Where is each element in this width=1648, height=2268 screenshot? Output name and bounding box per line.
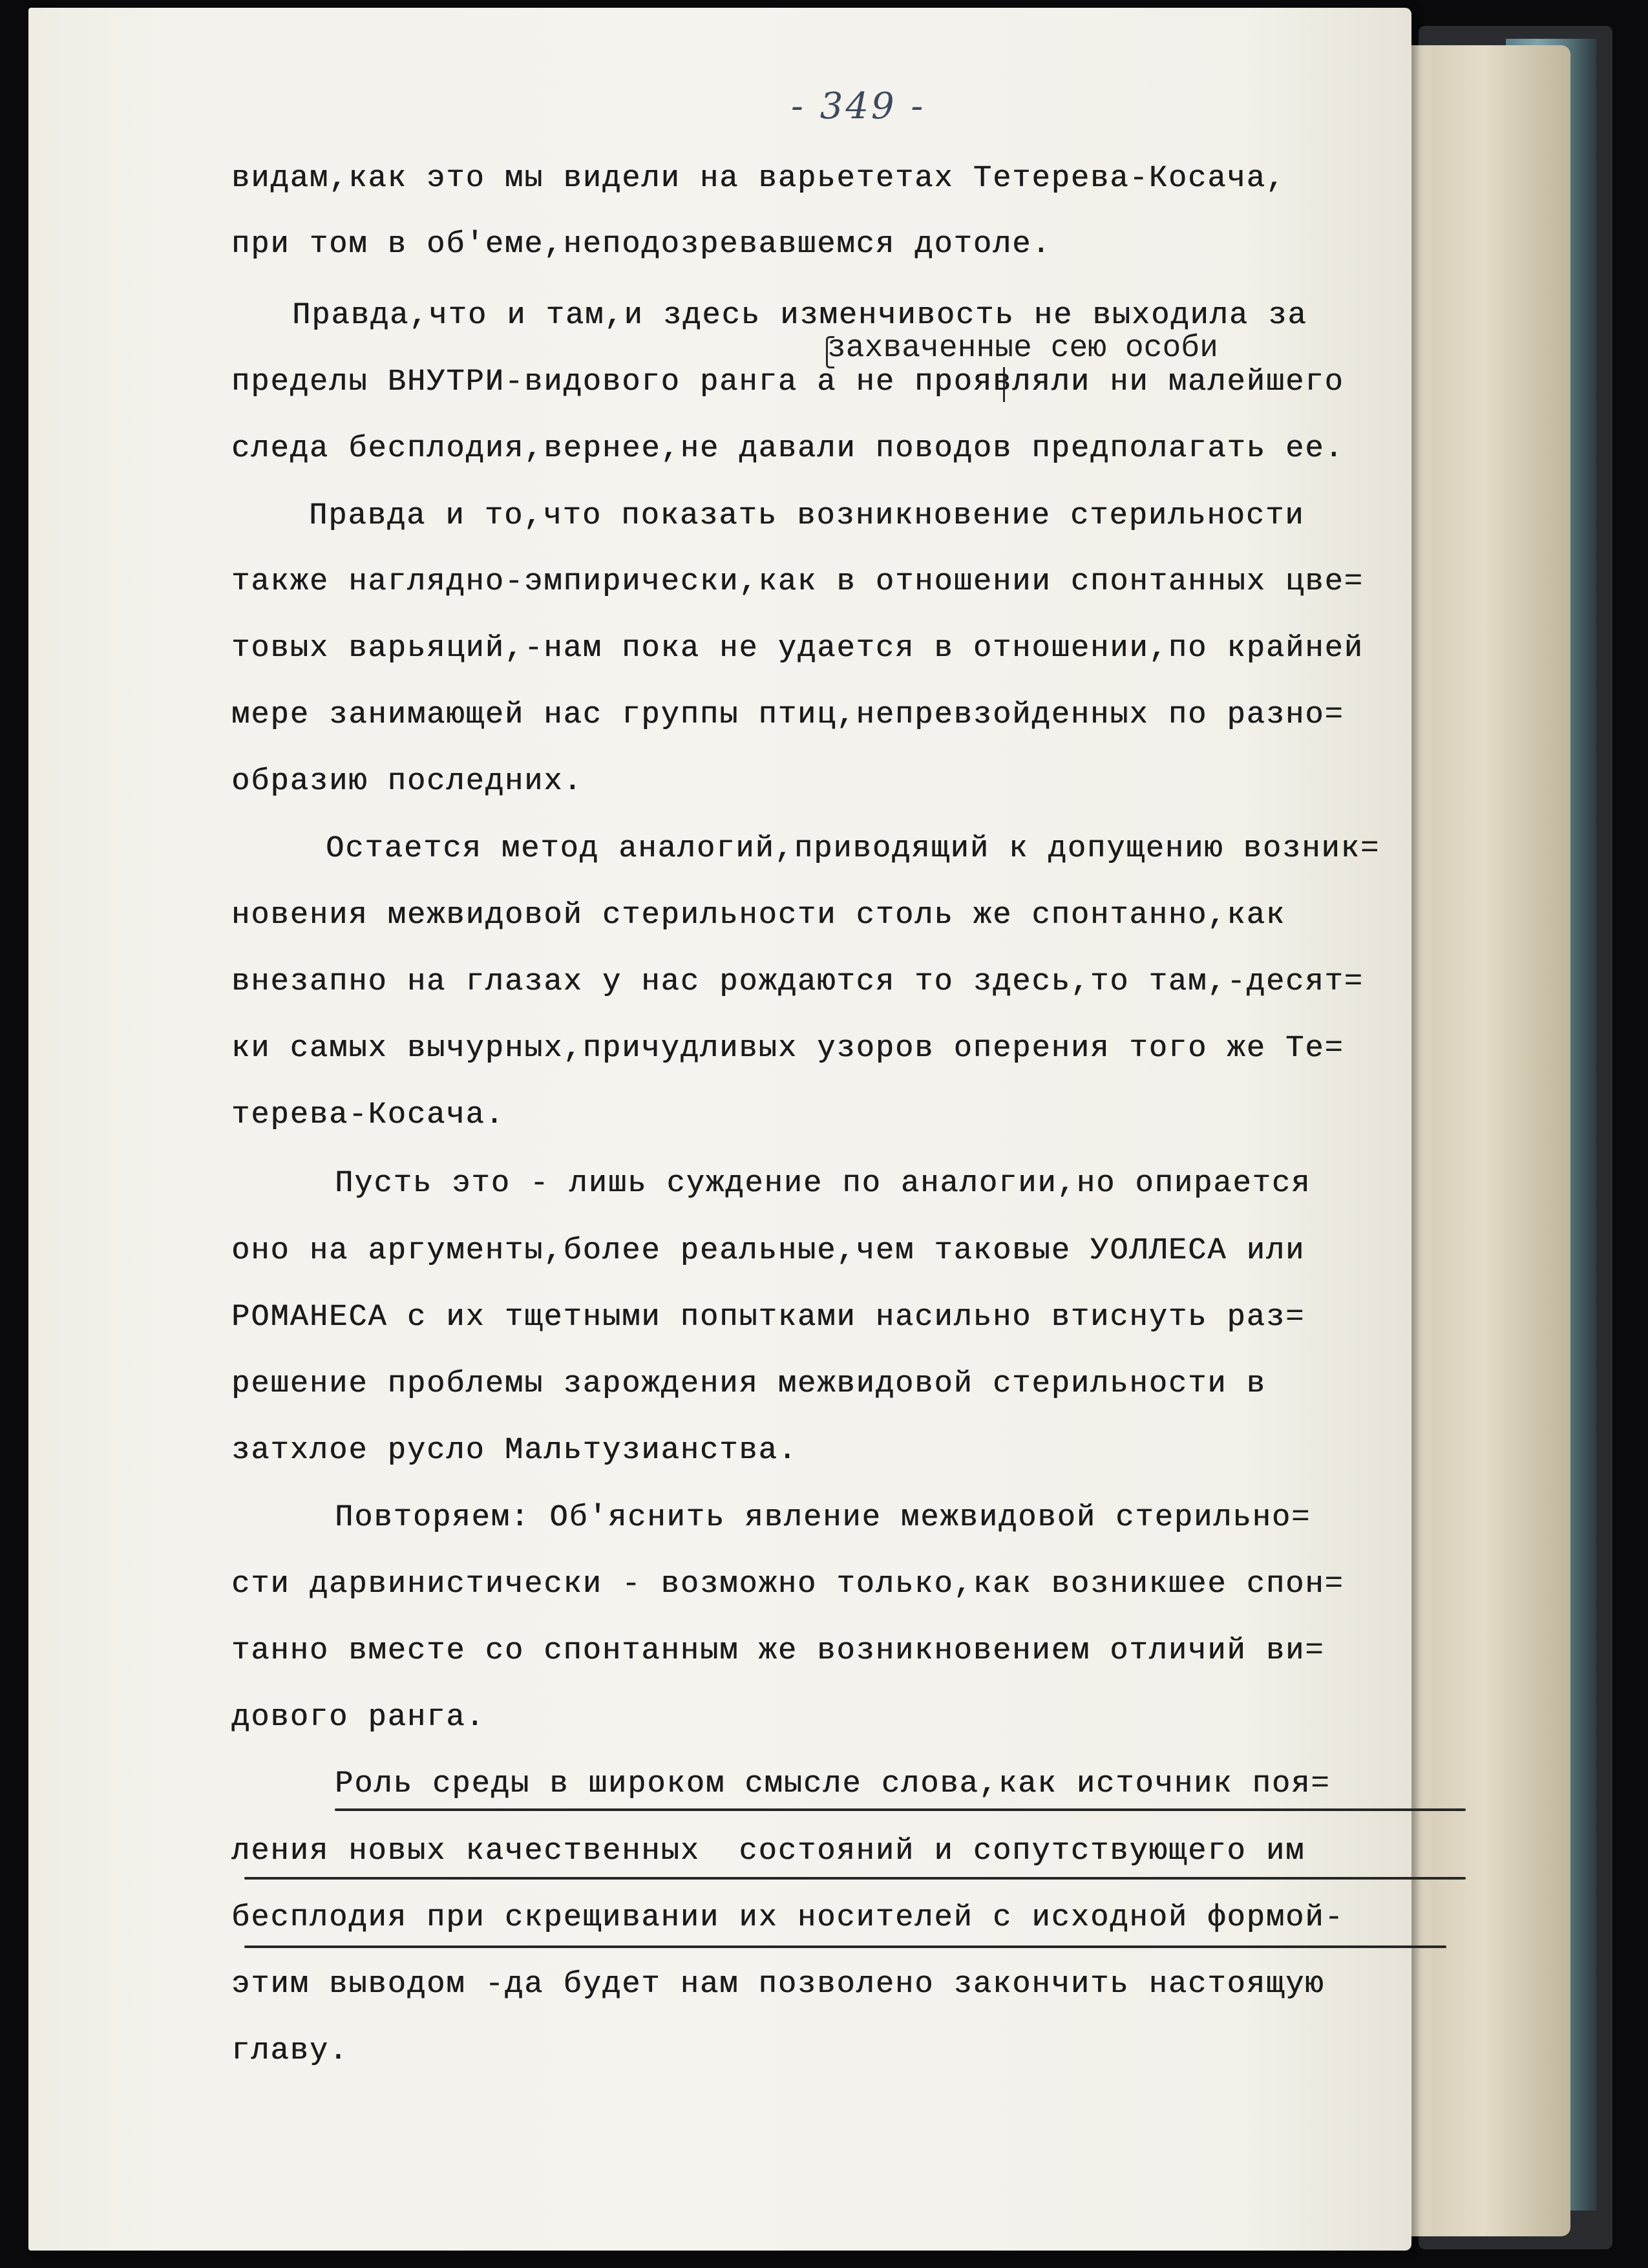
text-line: также наглядно-эмпирически,как в отношении спонтанных цве= [231, 565, 1364, 599]
text-line: следа бесплодия,вернее,не давали поводов предполагать ее. [231, 432, 1344, 466]
text-line: главу. [231, 2034, 349, 2068]
text-line: затхлое русло Мальтузианства. [231, 1434, 798, 1468]
text-line: пределы ВНУТРИ-видового ранга а не проявляли ни малейшего [231, 365, 1344, 399]
text-line: Роль среды в широком смысле слова,как источник поя= [335, 1767, 1331, 1801]
text-line: бесплодия при скрещивании их носителей с исходной формой- [231, 1901, 1344, 1935]
text-line: Правда и то,что показать возникновение стерильности [309, 499, 1305, 533]
text-line: Остается метод аналогий,приводящий к допущению возник= [326, 832, 1380, 866]
text-line: товых варьяций,-нам пока не удается в отношении,по крайней [231, 631, 1364, 666]
text-line: Повторяем: Об'яснить явление межвидовой стерильно= [335, 1501, 1311, 1535]
handwritten-insertion: захваченные сею особи [827, 331, 1218, 366]
text-line: танно вместе со спонтанным же возникновением отличий ви= [231, 1634, 1325, 1668]
text-line: терева-Косача. [231, 1098, 505, 1132]
text-line: Пусть это - лишь суждение по аналогии,но опирается [335, 1167, 1311, 1201]
text-line: ления новых качественных состояний и сопутствующего им [231, 1834, 1305, 1869]
text-line: при том в об'еме,неподозревавшемся дотоле. [231, 228, 1051, 262]
underline [244, 1877, 1466, 1880]
underline [244, 1945, 1446, 1948]
text-line: новения межвидовой стерильности столь же спонтанно,как [231, 898, 1286, 933]
typewritten-page [28, 8, 1411, 2251]
text-line: решение проблемы зарождения межвидовой стерильности в [231, 1367, 1266, 1401]
text-line: этим выводом -да будет нам позволено закончить настоящую [231, 1967, 1325, 2002]
text-line: дового ранга. [231, 1701, 485, 1735]
page-number: - 349 - [791, 85, 926, 127]
text-line: видам,как это мы видели на варьететах Тетерева-Косача, [231, 162, 1286, 196]
text-line: ки самых вычурных,причудливых узоров оперения того же Те= [231, 1032, 1344, 1066]
text-line: РОМАНЕСА с их тщетными попытками насильно втиснуть раз= [231, 1300, 1305, 1335]
text-line: образию последних. [231, 765, 583, 799]
text-line: сти дарвинистически - возможно только,как возникшее спон= [231, 1567, 1344, 1602]
text-line: Правда,что и там,и здесь изменчивость не выходила за [292, 299, 1307, 333]
text-line: мере занимающей нас группы птиц,непревзойденных по разно= [231, 698, 1344, 732]
text-line: внезапно на глазах у нас рождаются то здесь,то там,-десят= [231, 965, 1364, 999]
text-line: оно на аргументы,более реальные,чем таковые УОЛЛЕСА или [231, 1234, 1305, 1268]
underline [335, 1808, 1466, 1811]
